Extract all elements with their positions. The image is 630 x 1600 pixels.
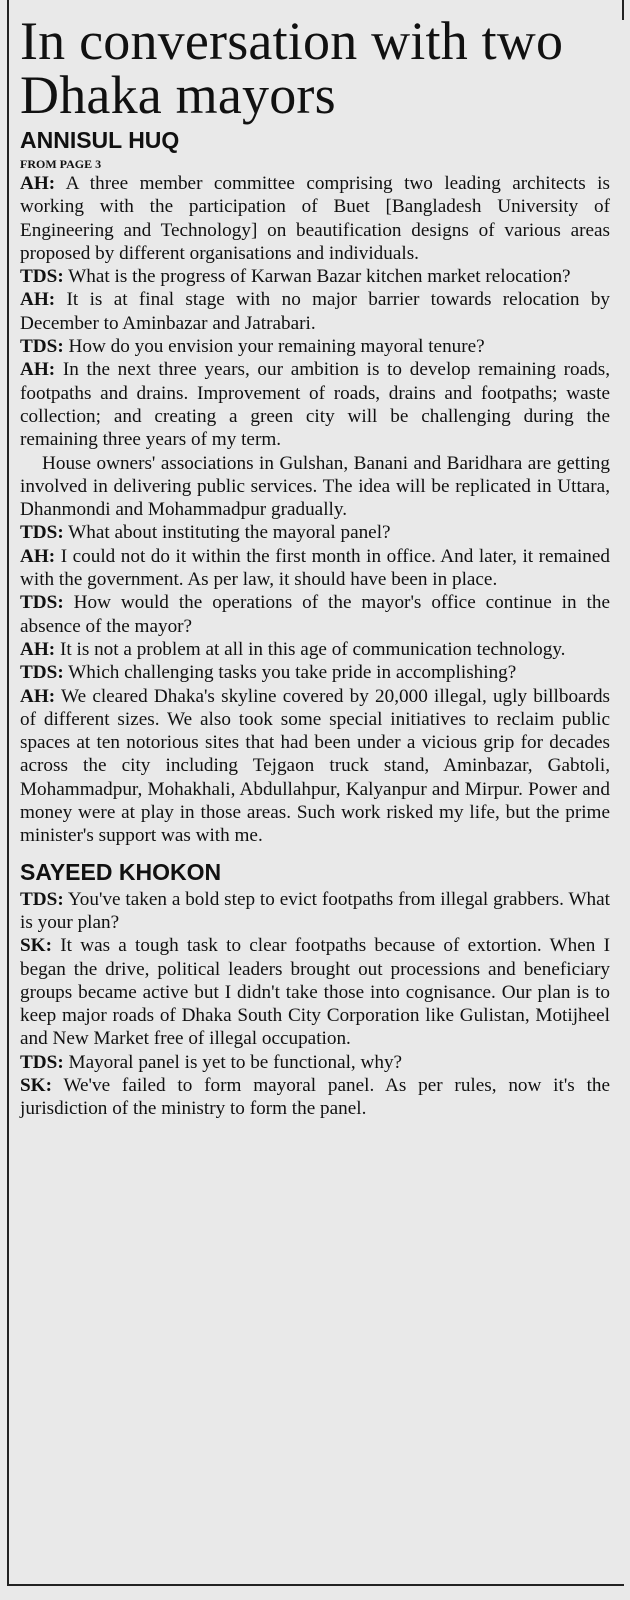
qa-paragraph [20, 661, 610, 684]
paragraph-text: A three member committee comprising two leading architects is working with the participation of Buet [Bangladesh University of Engineering and Technology] on beautification designs of various areas proposed by different organisations and individuals. [20, 173, 610, 264]
paragraph-text: It is not a problem at all in this age of communication technology. [59, 638, 566, 660]
paragraph-text: How would the operations of the mayor's office continue in the absence of the mayor? [20, 592, 610, 637]
speaker-label: TDS: [20, 662, 64, 684]
continued-from-label: FROM PAGE 3 [20, 157, 102, 171]
left-column-rule [7, 0, 9, 1585]
qa-paragraph [20, 685, 610, 848]
qa-paragraph [20, 265, 610, 288]
paragraph-text: How do you envision your remaining mayoral tenure? [68, 336, 485, 358]
qa-paragraph [20, 288, 610, 335]
speaker-label: SK: [20, 935, 52, 957]
bottom-rule [7, 1584, 624, 1586]
qa-paragraph [20, 521, 610, 544]
speaker-label: AH: [20, 638, 56, 660]
speaker-label: TDS: [20, 336, 64, 358]
qa-paragraph [20, 358, 610, 451]
qa-paragraph [20, 591, 610, 638]
paragraph-text: House owners' associations in Gulshan, Banani and Baridhara are getting involved in delivering public services. The idea will be replicated in Uttara, Dhanmondi and Mohammadpur gradually. [20, 452, 610, 521]
paragraph-text: What is the progress of Karwan Bazar kitchen market relocation? [68, 266, 571, 288]
qa-paragraph [20, 888, 610, 935]
qa-paragraph [20, 335, 610, 358]
speaker-label: TDS: [20, 592, 64, 614]
speaker-label: TDS: [20, 266, 64, 288]
speaker-label: AH: [20, 359, 56, 381]
paragraph-text: It is at final stage with no major barrier towards relocation by December to Aminbazar and Jatrabari. [20, 289, 611, 334]
speaker-label: AH: [20, 289, 56, 311]
speaker-label: TDS: [20, 888, 64, 910]
section-1-body [20, 172, 610, 848]
speaker-label: AH: [20, 173, 56, 194]
paragraph-text: We cleared Dhaka's skyline covered by 20,000 illegal, ugly billboards of different sizes. We also took some special initiatives to reclaim public spaces at ten notorious sites that had been under a vicious grip for decades across the city including Tejgaon truck stand, Aminbazar, Gabtoli, Mohammadpur, Mohakhali, Abdullahpur, Kalyanpur and Mirpur. Power and money were at play in those areas. Such work risked my life, but the prime minister's support was with me. [20, 685, 610, 847]
section-heading: SAYEED KHOKON [20, 858, 222, 885]
paragraph-text: I could not do it within the first month in office. And later, it remained with the government. As per law, it should have been in place. [20, 545, 611, 591]
byline: ANNISUL HUQ [20, 127, 180, 153]
paragraph-text: Which challenging tasks you take pride in accomplishing? [68, 662, 517, 684]
paragraph-text: You've taken a bold step to evict footpaths from illegal grabbers. What is your plan? [20, 888, 610, 933]
paragraph-text: We've failed to form mayoral panel. As per rules, now it's the jurisdiction of the ministry to form the panel. [20, 1074, 611, 1120]
paragraph-text: What about instituting the mayoral panel? [68, 522, 391, 544]
speaker-label: TDS: [20, 522, 64, 544]
paragraph-text: In the next three years, our ambition is to develop remaining roads, footpaths and drains. Improvement of roads, drains and footpaths; waste collection; and creating a green city will be challenging during the remaining three years of my term. [20, 359, 610, 451]
body-paragraph [20, 452, 610, 522]
qa-paragraph [20, 1074, 610, 1121]
section-2-body [20, 888, 610, 1121]
speaker-label: TDS: [20, 1051, 64, 1073]
qa-paragraph [20, 934, 610, 1050]
qa-paragraph [20, 545, 610, 592]
qa-paragraph [20, 1051, 610, 1074]
article [20, 11, 611, 1121]
paragraph-text: It was a tough task to clear footpaths because of extortion. When I began the drive, political leaders brought out processions and beneficiary groups became active but I didn't take those into cognisance. Our plan is to keep major roads of Dhaka South City Corporation like Gulistan, Motijheel and New Market free of illegal occupation. [20, 935, 611, 1050]
right-column-rule [622, 0, 624, 20]
speaker-label: AH: [20, 545, 56, 567]
qa-paragraph [20, 638, 610, 661]
qa-paragraph [20, 172, 610, 265]
speaker-label: AH: [20, 685, 56, 707]
headline: In conversation with two Dhaka mayors [20, 11, 564, 125]
paragraph-text: Mayoral panel is yet to be functional, why? [68, 1051, 403, 1073]
speaker-label: SK: [20, 1074, 52, 1096]
